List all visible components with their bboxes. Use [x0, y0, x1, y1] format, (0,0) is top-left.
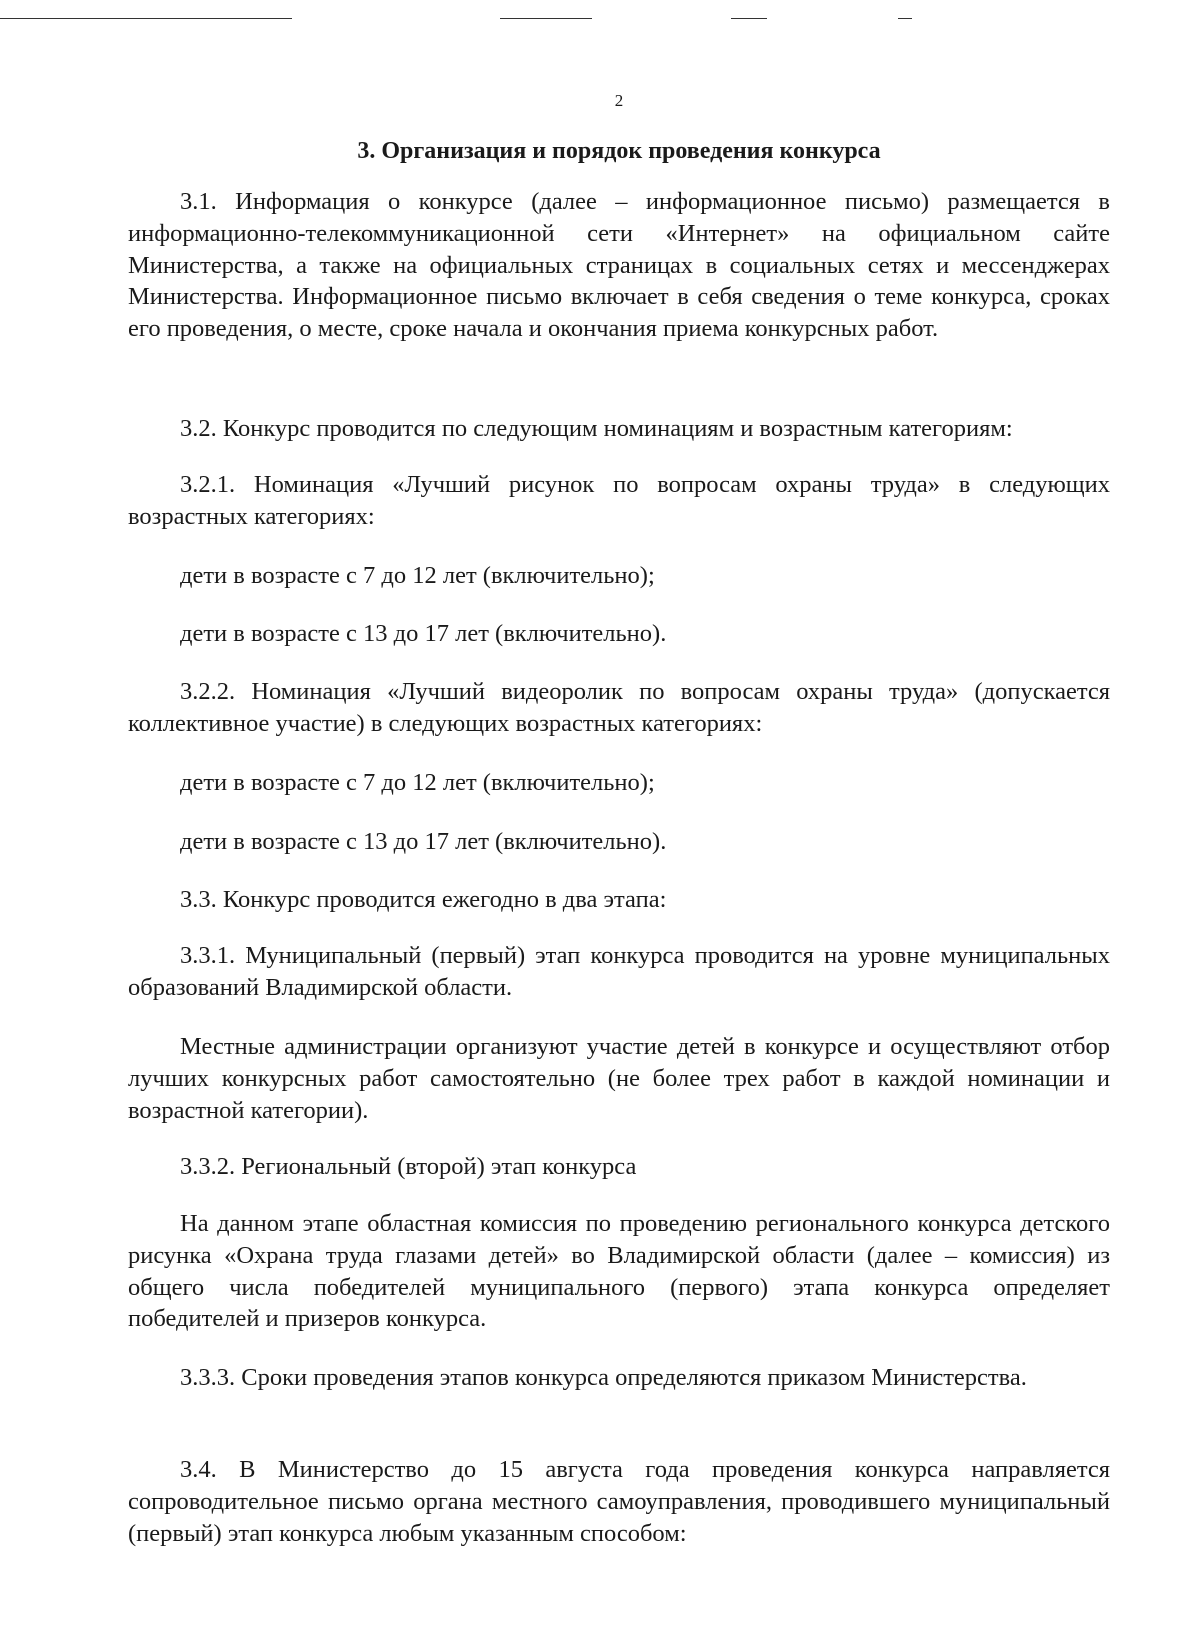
- paragraph-3-4: 3.4. В Министерство до 15 августа года проведения конкурса направляется сопроводительное письмо органа местного самоуправления, проводившего муниципальный (первый) этап конкурса любым указанным способом:: [128, 1456, 1110, 1547]
- age-category-7-12-b: дети в возрасте с 7 до 12 лет (включительно);: [180, 769, 655, 796]
- paragraph-3-3: 3.3. Конкурс проводится ежегодно в два этапа:: [180, 886, 667, 913]
- section-heading: 3. Организация и порядок проведения конкурса: [357, 138, 881, 164]
- age-category-13-17-a: дети в возрасте с 13 до 17 лет (включительно).: [180, 620, 667, 647]
- page-number: 2: [614, 91, 624, 110]
- paragraph-local-administrations: Местные администрации организуют участие детей в конкурсе и осуществляют отбор лучших конкурсных работ самостоятельно (не более трех работ в каждой номинации и возрастной категории).: [128, 1033, 1110, 1124]
- top-scan-line-4: [898, 18, 912, 19]
- top-scan-line-3: [731, 18, 767, 19]
- paragraph-regional-commission: На данном этапе областная комиссия по проведению регионального конкурса детского рисунка «Охрана труда глазами детей» во Владимирской области (далее – комиссия) из общего числа победителей муниципального (первого) этапа конкурса определяет победителей и призеров конкурса.: [128, 1210, 1110, 1333]
- paragraph-3-2: 3.2. Конкурс проводится по следующим номинациям и возрастным категориям:: [180, 415, 1013, 442]
- age-category-7-12-a: дети в возрасте с 7 до 12 лет (включительно);: [180, 562, 655, 589]
- top-scan-line-1: [0, 18, 292, 19]
- age-category-13-17-b: дети в возрасте с 13 до 17 лет (включительно).: [180, 828, 667, 855]
- paragraph-3-3-3: 3.3.3. Сроки проведения этапов конкурса определяются приказом Министерства.: [180, 1364, 1027, 1391]
- paragraph-3-3-1: 3.3.1. Муниципальный (первый) этап конкурса проводится на уровне муниципальных образований Владимирской области.: [128, 942, 1110, 1001]
- paragraph-3-1: 3.1. Информация о конкурсе (далее – информационное письмо) размещается в информационно-телекоммуникационной сети «Интернет» на официальном сайте Министерства, а также на официальных страницах в социальных сетях и мессенджерах Министерства. Информационное письмо включает в себя сведения о теме конкурса, сроках его проведения, о месте, сроке начала и окончания приема конкурсных работ.: [128, 188, 1110, 343]
- paragraph-3-2-1: 3.2.1. Номинация «Лучший рисунок по вопросам охраны труда» в следующих возрастных категориях:: [128, 471, 1110, 530]
- paragraph-3-2-2: 3.2.2. Номинация «Лучший видеоролик по вопросам охраны труда» (допускается коллективное участие) в следующих возрастных категориях:: [128, 678, 1110, 737]
- top-scan-line-2: [500, 18, 592, 19]
- paragraph-3-3-2: 3.3.2. Региональный (второй) этап конкурса: [180, 1153, 637, 1180]
